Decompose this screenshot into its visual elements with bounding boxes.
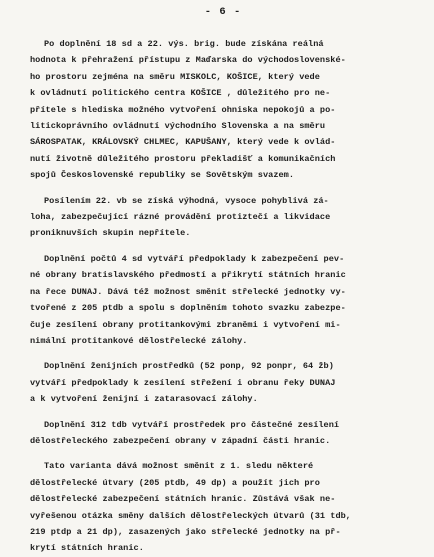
- document-body: [30, 36, 416, 557]
- text-line: spojů Československé republiky se Sovětským svazem.: [30, 170, 295, 181]
- text-line: Posílením 22. vb se získá výhodná, vysoce pohyblivá zá-: [44, 195, 329, 206]
- text-line: Doplnění 312 tdb vytváří prostředek pro částečné zesílení: [44, 419, 340, 430]
- text-line: čuje zesílení obrany protitankovými zbraněmi i vytvoření mi-: [30, 319, 341, 330]
- text-line: Tato varianta dává možnost směnit z 1. sledu některé: [44, 461, 314, 472]
- text-line: krytí státních hranic.: [30, 543, 144, 554]
- text-line: dělostřelecké zabezpečení státních hranic. Zůstává však ne-: [30, 494, 336, 505]
- text-line: vytváří předpoklady k zesílení střežení i obranu řeky DUNAJ: [30, 377, 336, 388]
- text-line: Po doplnění 18 sd a 22. výs. brig. bude získána reálná: [44, 39, 324, 49]
- text-line: přítele s hlediska možného vytvoření ohniska nepokojů a po-: [30, 104, 336, 115]
- text-line: a k vytvoření ženijní i zatarasovací zálohy.: [30, 394, 258, 405]
- text-line: Doplnění počtů 4 sd vytváří předpoklady k zabezpečení pev-: [44, 253, 345, 264]
- text-line: vyřešenou otázka směny dalších dělostřeleckých útvarů (31 tdb,: [30, 510, 351, 521]
- paragraph: [30, 36, 416, 184]
- text-line: loha, zabezpečující rázné provádění protiztečí a likvidace: [30, 212, 331, 223]
- paragraph: [30, 251, 416, 349]
- text-line: dělostřeleckého zabezpečení obrany v západní části hranic.: [30, 435, 331, 446]
- paragraph: [30, 193, 416, 242]
- text-line: na řece DUNAJ. Dává též možnost směnit střelecké jednotky vy-: [30, 286, 346, 297]
- text-line: SÁROSPATAK, KRÁLOVSKÝ CHLMEC, KAPUŠANY, který vede k ovlád-: [30, 137, 336, 148]
- text-line: hodnota k přehražení přístupu z Maďarska do východoslovenské-: [30, 55, 346, 66]
- text-line: k ovládnutí politického centra KOŠICE , důležitého pro ne-: [30, 88, 331, 99]
- text-line: nutí životně důležitého prostoru překladišť a komunikačních: [30, 153, 336, 164]
- paragraph: [30, 358, 416, 407]
- text-line: Doplnění ženijních prostředků (52 ponp, 92 ponpr, 64 žb): [44, 361, 334, 372]
- text-line: ho prostoru zejména na směru MISKOLC, KOŠICE, který vede: [30, 71, 320, 82]
- text-line: dělostřelecké útvary (205 ptdb, 49 dp) a použít jich pro: [30, 477, 320, 488]
- text-line: né obrany bratislavského předmostí a přikrytí státních hranic: [30, 270, 346, 281]
- text-line: tvořené z 205 ptdb a spolu s doplněním tohoto svazku zabezpe-: [30, 303, 346, 314]
- text-line: nimální protitankové dělostřelecké zálohy.: [30, 335, 248, 346]
- page-number: - 6 -: [204, 6, 242, 18]
- text-line: litickoprávního ovládnutí východního Slovenska a na směru: [30, 121, 326, 132]
- text-line: 219 ptdp a 21 dp), zasazených jako střelecké jednotky na př-: [30, 526, 341, 537]
- paragraph: [30, 458, 416, 556]
- paragraph: [30, 417, 416, 450]
- text-line: proniknuvších skupin nepřítele.: [30, 228, 191, 239]
